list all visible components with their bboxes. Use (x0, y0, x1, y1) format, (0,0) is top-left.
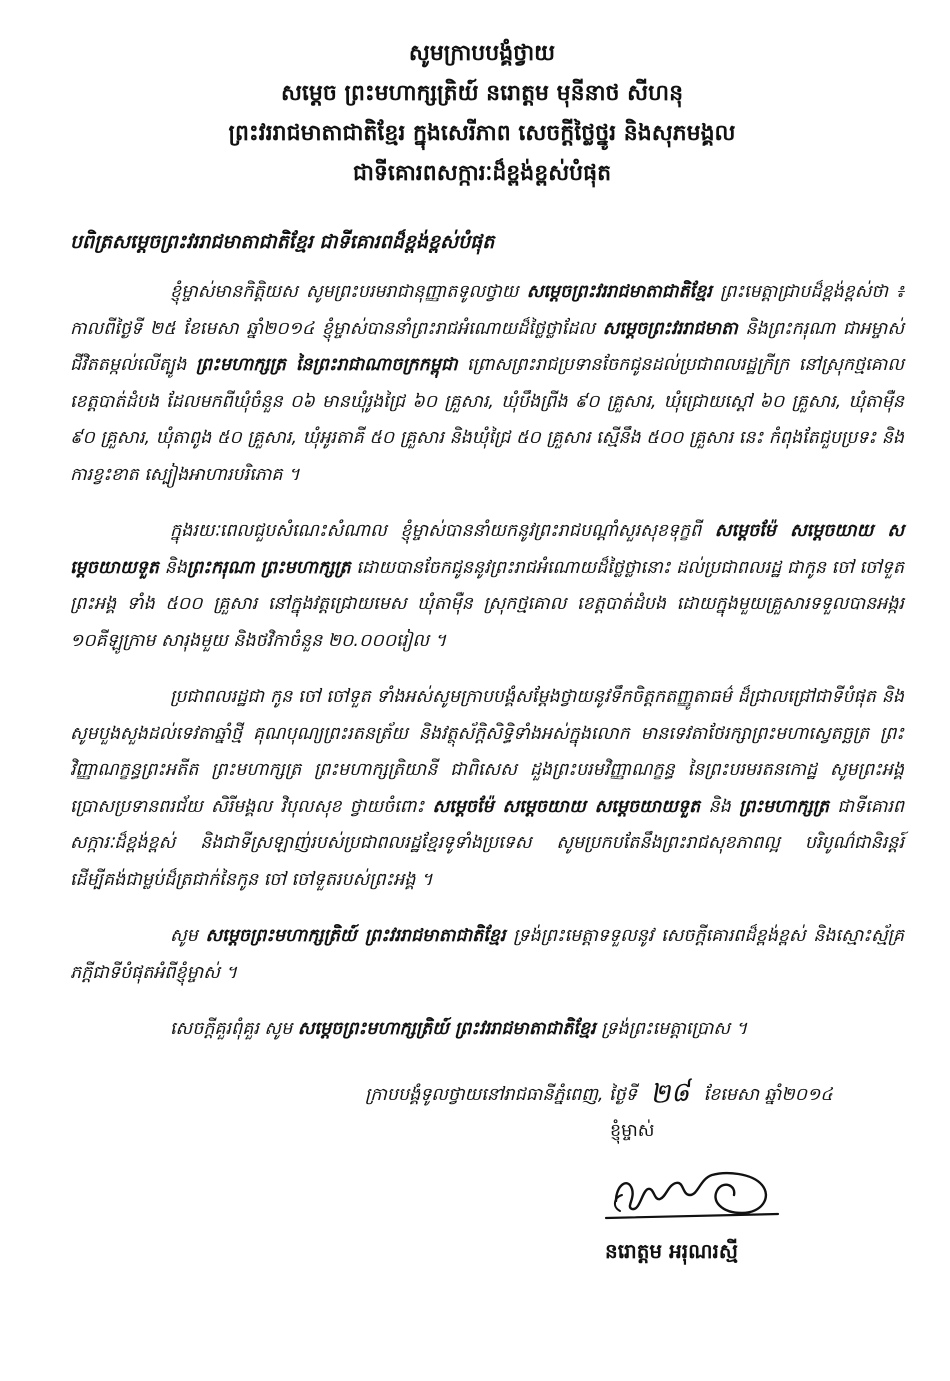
header-line-recipient-honorific: ព្រះវររាជមាតាជាតិខ្មែរ ក្នុងសេរីភាព សេចក្តីថ្លៃថ្នូរ និងសុភមង្គល (228, 121, 736, 146)
place-date-line (365, 1076, 904, 1113)
paragraph-1 (70, 274, 904, 493)
body-text: ដោយបានចែកជូននូវព្រះរាជអំណោយដ៏ថ្លៃថ្លានោះ ដល់ប្រជាពលរដ្ឋ ជាកូន ចៅ ចៅទួតព្រះអង្គ ទាំង ៥០០ គ្រួសារ នៅក្នុងវត្តជ្រោយមេស ឃុំតាម៉ឺន ស្រុកថ្មគោល ខេត្តបាត់ដំបង ដោយក្នុងមួយគ្រួសារទទួលបានអង្ករ ១០គីឡូក្រាម សារុងមួយ និងថវិកាចំនួន ២០.០០០រៀល ។ (70, 557, 904, 651)
emphasized-royal-title: សម្តេចព្រះមហាក្សត្រិយ៍ ព្រះវររាជមាតាជាតិខ្មែរ (205, 926, 506, 946)
emphasized-royal-title: សម្តេចម៉ែ សម្តេចយាយ សម្តេចយាយទួត (70, 521, 904, 578)
signoff-block (70, 1076, 904, 1269)
paragraph-4 (70, 918, 904, 991)
emphasized-royal-title: ព្រះមហាក្សត្រ នៃព្រះរាជាណាចក្រកម្ពុជា (195, 355, 458, 375)
emphasized-royal-title: សម្តេចម៉ែ សម្តេចយាយ សម្តេចយាយទួត (432, 796, 701, 817)
paragraph-2 (70, 513, 904, 659)
body-text: ព្រោសព្រះរាជប្រទានចែកជូនដល់ប្រជាពលរដ្ឋក្រីក្រ នៅស្រុកថ្មគោល ខេត្តបាត់ដំបង ដែលមកពីឃុំចំនួន ០៦ មានឃុំរូងជ្រៃ ៦០ គ្រួសារ, ឃុំបឹងព្រីង ៩០ គ្រួសារ, ឃុំជ្រោយស្តៅ ៦០ គ្រួសារ, ឃុំតាម៉ឺន ៩០ គ្រួសារ, ឃុំតាពូង ៥០ គ្រួសារ, ឃុំអូរតាគី ៥០ គ្រួសារ និងឃុំជ្រៃ ៥០ គ្រួសារ ស្មើនឹង ៥០០ គ្រួសារ នេះ កំពុងតែជួបប្រទះ និងការខ្វះខាត ស្បៀងអាហារបរិភោគ ។ (70, 355, 904, 485)
place-date-prefix: ក្រាបបង្គំទូលថ្វាយនៅរាជធានីភ្នំពេញ, ថ្ងៃទី (365, 1084, 637, 1105)
month-year: ខែមេសា ឆ្នាំ២០១៤ (703, 1084, 833, 1105)
letter-header (60, 34, 904, 194)
sender-name: នរោត្តម អរុណរស្មី (605, 1238, 738, 1263)
handwritten-day: ២៨ (649, 1076, 691, 1110)
sender-label: ខ្ញុំម្ចាស់ (610, 1120, 655, 1141)
body-text: សេចក្តីគួរពុំគួរ សូម (170, 1019, 298, 1039)
emphasized-royal-title: ព្រះមហាក្សត្រ (739, 796, 830, 817)
handwritten-signature (602, 1155, 782, 1227)
emphasized-royal-title: សម្តេចព្រះមហាក្សត្រិយ៍ ព្រះវររាជមាតាជាតិខ្មែរ (297, 1019, 596, 1039)
body-text: និងព្រះករុណា ជាអម្ចាស់ជីវិតតម្កល់លើត្បូង (70, 318, 904, 375)
body-text: ជាទីគោរពសក្ការៈដ៏ខ្ពង់ខ្ពស់ និងជាទីស្រឡាញ់របស់ប្រជាពលរដ្ឋខ្មែរទូទាំងប្រទេស សូមប្រកបតែនឹងព្រះរាជសុខភាពល្អ បរិបូណ៌ជានិរន្តរ៍ ដើម្បីគង់ជាម្លប់ដ៏ត្រជាក់នៃកូន ចៅ ចៅទួតរបស់ព្រះអង្គ ។ (70, 796, 905, 890)
emphasized-royal-title: សម្តេចព្រះវររាជមាតាជាតិខ្មែរ (526, 282, 712, 302)
header-line-recipient-title: សម្តេច ព្រះមហាក្សត្រិយ៍ នរោត្តម មុនីនាថ សីហនុ (280, 81, 684, 106)
body-text: ព្រះមេត្តាជ្រាបដ៏ខ្ពង់ខ្ពស់ថា ៖ កាលពីថ្ងៃទី ២៥ ខែមេសា ឆ្នាំ២០១៤ ខ្ញុំម្ចាស់បាននាំព្រះរាជអំណោយដ៏ថ្លៃថ្លាដែល (70, 282, 904, 339)
body-text: ក្នុងរយៈពេលជួបសំណេះសំណាល ខ្ញុំម្ចាស់បាននាំយកនូវព្រះរាជបណ្តាំសួរសុខទុក្ខពី (170, 521, 715, 541)
body-text: សូម (170, 926, 206, 946)
emphasized-royal-title: សម្តេចព្រះវររាជមាតា (602, 318, 738, 339)
salutation: បពិត្រសម្តេចព្រះវររាជមាតាជាតិខ្មែរ ជាទីគោរពដ៏ខ្ពង់ខ្ពស់បំផុត (70, 231, 495, 253)
body-text: ខ្ញុំម្ចាស់មានកិត្តិយស សូមព្រះបរមរាជានុញ្ញាតទូលថ្វាយ (170, 282, 527, 302)
body-text: និង (700, 796, 740, 817)
body-text: ទ្រង់ព្រះមេត្តាទទួលនូវ សេចក្តីគោរពដ៏ខ្ពង់ខ្ពស់ និងស្មោះស្ម័គ្រភក្តីជាទីបំផុតអំពីខ្ញុំម្ចាស់ ។ (70, 926, 904, 983)
header-line-respect: ជាទីគោរពសក្ការៈដ៏ខ្ពង់ខ្ពស់បំផុត (352, 161, 612, 186)
paragraph-3 (70, 679, 904, 898)
closing-paragraph (70, 1011, 904, 1048)
body-text: និង (158, 557, 187, 578)
body-text: ប្រជាពលរដ្ឋជា កូន ចៅ ចៅទួត ទាំងអស់សូមក្រាបបង្គំសម្តែងថ្វាយនូវទឹកចិត្តកតញ្ញូតាធម៌ ដ៏ជ្រាលជ្រៅជាទីបំផុត និងសូមបួងសួងដល់ទេវតាឆ្នាំថ្មី គុណបុណ្យព្រះរតនត្រ័យ និងវត្ថុស័ក្តិសិទ្ធិទាំងអស់ក្នុងលោក មានទេវតាថែរក្សាព្រះមហាស្វេតច្ឆត្រ ព្រះវិញ្ញាណក្ខន្ធព្រះអតីត ព្រះមហាក្សត្រ ព្រះមហាក្សត្រិយានី ជាពិសេស ដួងព្រះបរមវិញ្ញាណក្ខន្ធ នៃព្រះបរមរតនកោដ្ឋ សូមព្រះអង្គប្រោសប្រទានពរជ័យ សិរីមង្គល វិបុលសុខ ថ្វាយចំពោះ (70, 687, 904, 817)
emphasized-royal-title: ព្រះករុណា ព្រះមហាក្សត្រ (186, 557, 351, 578)
header-line-addressing: សូមក្រាបបង្គំថ្វាយ (408, 41, 556, 66)
body-text: ទ្រង់ព្រះមេត្តាប្រោស ។ (595, 1019, 748, 1039)
